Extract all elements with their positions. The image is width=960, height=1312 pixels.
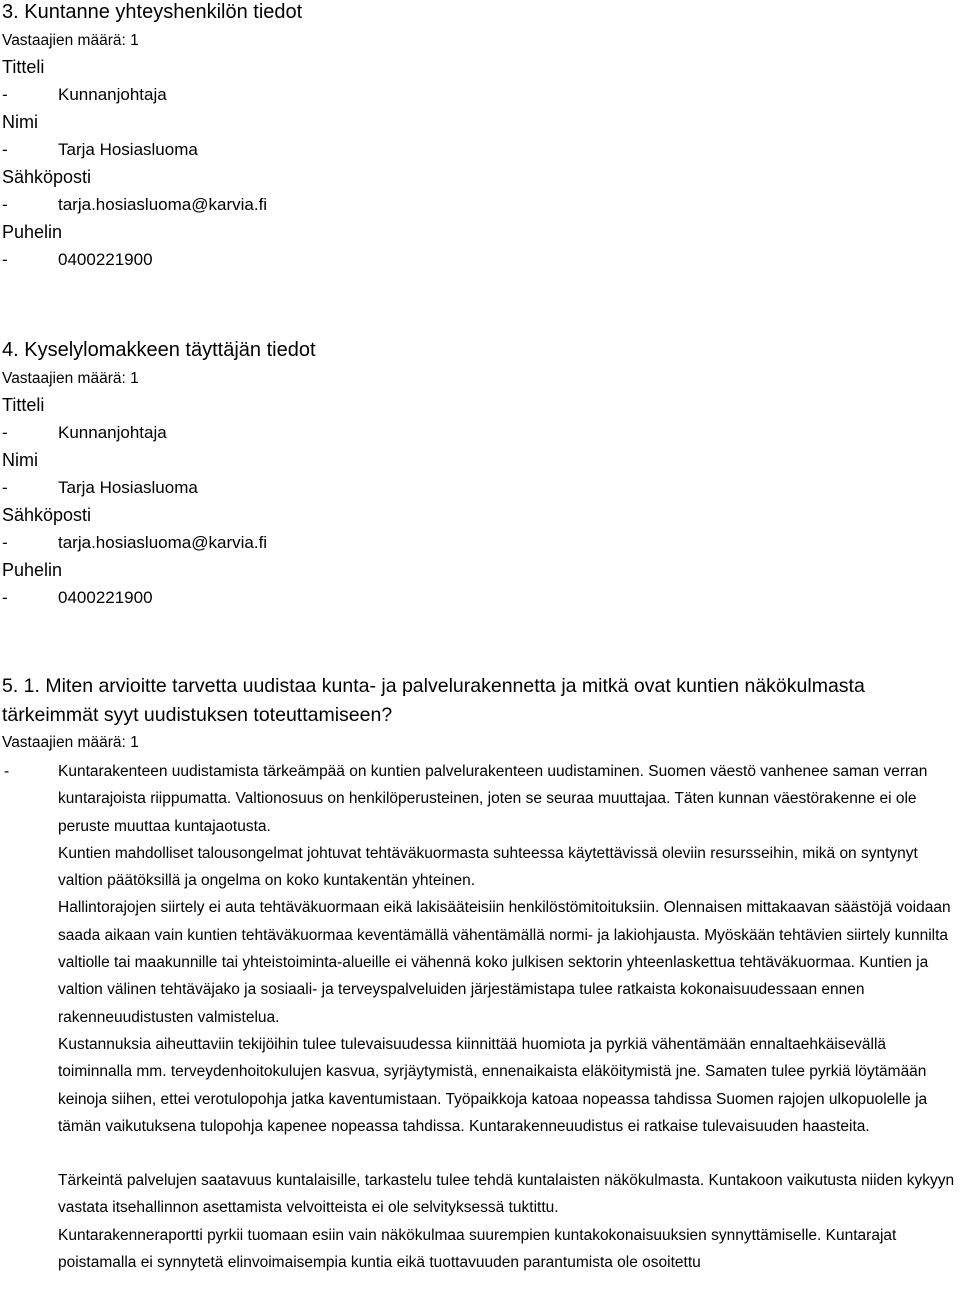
field-label-title: Titteli <box>2 57 45 77</box>
answer-block <box>2 758 957 1276</box>
section-3-heading: 3. Kuntanne yhteyshenkilön tiedot <box>2 1 303 23</box>
field-value-name: - Tarja Hosiasluoma <box>2 140 198 159</box>
answer-paragraph: Tärkeintä palvelujen saatavuus kuntalaisille, tarkastelu tulee tehdä kuntalaisten näkökulmasta. Kuntakoon vaikutusta niiden kykyyn vastata itsehallinnon asettamista velvoitteista ei ole selvityksessä tuktittu. <box>58 1172 955 1217</box>
field-value-phone: - 0400221900 <box>2 250 153 269</box>
section-contact-person <box>2 0 957 274</box>
field-label-title: Titteli <box>2 395 45 415</box>
respondent-count: Vastaajien määrä: 1 <box>2 32 139 49</box>
field-label-email: Sähköposti <box>2 167 92 187</box>
field-value-email: - tarja.hosiasluoma@karvia.fi <box>2 533 268 552</box>
field-label-email: Sähköposti <box>2 505 92 525</box>
section-question-5-1 <box>2 672 957 1276</box>
answer-paragraph: Kuntien mahdolliset talousongelmat johtuvat tehtäväkuormasta suhteessa käytettävissä oleviin resursseihin, mikä on syntynyt valtion päätöksillä ja ongelma on koko kuntakentän yhteinen. <box>58 844 918 890</box>
field-label-name: Nimi <box>2 112 38 132</box>
field-value-title: - Kunnanjohtaja <box>2 423 167 442</box>
answer-paragraph: Kuntarakenteen uudistamista tärkeämpää on kuntien palvelurakenteen uudistaminen. Suomen väestö vanhenee saman verran kuntarajoista riippumatta. Valtionosuus on henkilöperusteinen, joten se seuraa muuttajaa. Täten kunnan väestörakenne ei ole peruste muuttaa kuntajaotusta. <box>58 763 928 835</box>
section-4-heading: 4. Kyselylomakkeen täyttäjän tiedot <box>2 339 316 361</box>
field-label-phone: Puhelin <box>2 222 63 242</box>
field-value-title: - Kunnanjohtaja <box>2 85 167 104</box>
section-form-filler <box>2 334 957 612</box>
answer-paragraph: Kustannuksia aiheuttaviin tekijöihin tulee tulevaisuudessa kiinnittää huomiota ja pyrkiä vähentämään ennaltaehkäisevällä toiminnalla mm. terveydenhoitokulujen kasvua, syrjäytymistä, ennenaikaista eläköitymistä jne. Samaten tulee pyrkiä löytämään keinoja siihen, ettei verotulopohja jatka kaventumistaan. Työpaikkoja katoaa nopeassa tahdissa Suomen rajojen ulkopuolelle ja tämän vaikutuksena tulopohja kapenee nopeassa tahdissa. Kuntarakenneuudistus ei ratkaise tulevaisuuden haasteita. <box>58 1035 928 1135</box>
respondent-count: Vastaajien määrä: 1 <box>2 370 139 387</box>
answer-bullet: - <box>4 763 10 780</box>
field-label-phone: Puhelin <box>2 560 63 580</box>
field-label-name: Nimi <box>2 450 38 470</box>
answer-text <box>58 758 957 1276</box>
answer-paragraph: Hallintorajojen siirtely ei auta tehtäväkuormaan eikä lakisääteisiin henkilöstömitoituksiin. Olennaisen mittakaavan säästöjä voidaan saada aikaan vain kuntien tehtäväkuormaa keventämällä vähentämällä normi- ja lakiohjausta. Myöskään tehtävien siirtely kunnilta valtiolle tai maakunnille tai yhteistoiminta-alueille ei vähennä koko julkisen sektorin yhteenlaskettua tehtäväkuormaa. Kuntien ja valtion välinen tehtäväjako ja sosiaali- ja terveyspalveluiden järjestämistapa tulee ratkaista kokonaisuudessaan ennen rakenneuudistusten valmistelua. <box>58 899 951 1026</box>
field-value-phone: - 0400221900 <box>2 588 153 607</box>
answer-paragraph: Kuntarakenneraportti pyrkii tuomaan esiin vain näkökulmaa suurempien kuntakokonaisuuksien synnyttämiselle. Kuntarajat poistamalla ei synnytetä elinvoimaisempia kuntia eikä tuottavuuden parantumista ole osoitettu <box>58 1226 897 1272</box>
question-heading: 5. 1. Miten arvioitte tarvetta uudistaa kunta- ja palvelurakennetta ja mitkä ovat kuntien näkökulmasta tärkeimmät syyt uudistuksen toteuttamiseen? <box>2 675 865 726</box>
respondent-count: Vastaajien määrä: 1 <box>2 734 139 751</box>
field-value-email: - tarja.hosiasluoma@karvia.fi <box>2 195 268 214</box>
field-value-name: - Tarja Hosiasluoma <box>2 478 198 497</box>
